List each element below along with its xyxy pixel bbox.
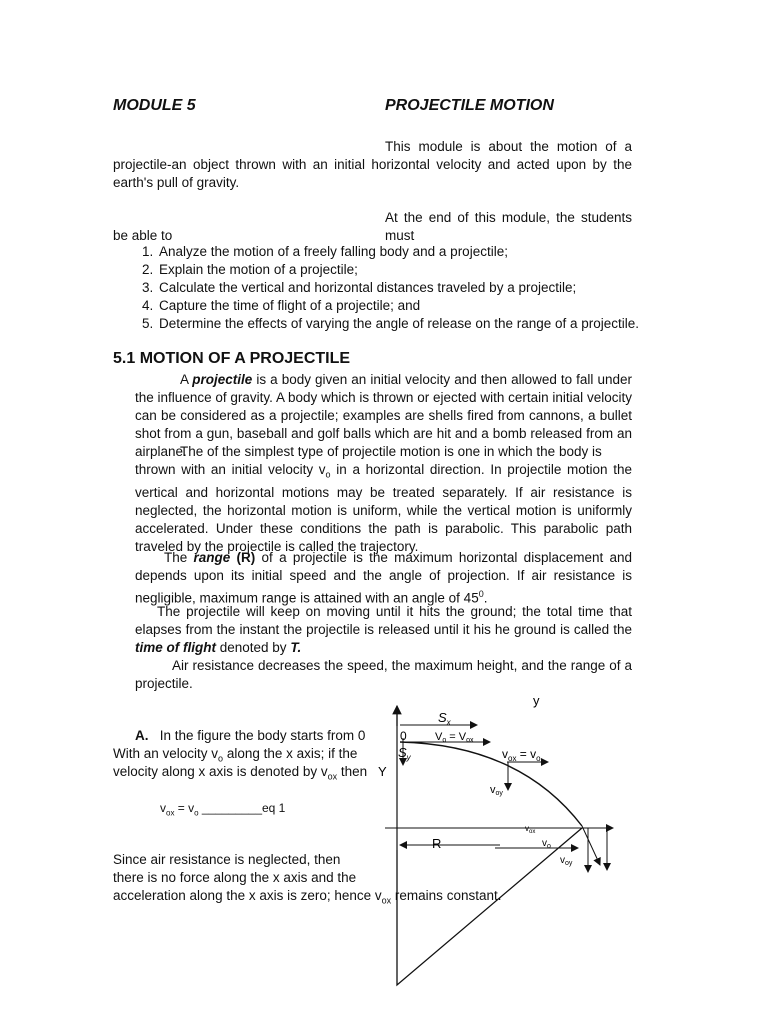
origin-label: 0 (400, 729, 407, 743)
intro-paragraph: projectile-an object thrown with an initial horizontal velocity and acted upon by the earth's pull of gravity. (113, 157, 632, 190)
part-a-line1: A. In the figure the body starts from 0 (135, 728, 366, 743)
range-label: R (432, 836, 442, 851)
objectives-lead: be able to (113, 228, 173, 243)
impact-vo-label: $v_o$ (542, 838, 551, 850)
impact-velocity-arrow (582, 826, 600, 865)
equation-1: $v_{ox} = v_o$ _________eq 1 (160, 801, 286, 818)
module-title: PROJECTILE MOTION (385, 97, 554, 114)
part-a-conclusion-2: there is no force along the x axis and the (113, 870, 357, 885)
y-label: Y (378, 764, 387, 779)
section-title: 5.1 MOTION OF A PROJECTILE (113, 350, 351, 367)
air-resistance-paragraph: Air resistance decreases the speed, the maximum height, and the range of a projectile. (135, 658, 632, 691)
objective-item: 1. Analyze the motion of a freely falling body and a projectile; (157, 243, 677, 261)
y-label-top: y (533, 693, 540, 708)
module-number: MODULE 5 (113, 97, 196, 114)
time-of-flight-paragraph: The projectile will keep on moving until it hits the ground; the total time that elapses from the instant the projectile is released until it his he ground is called the time of flight denoted by T. (135, 604, 632, 655)
projectile-definition: A projectile is a body given an initial velocity and then allowed to fall under the influence of gravity. A body which is thrown or ejected with certain initial velocity can be considered as a projectile; examples are shells fired from cannons, a bullet shot from a gun, baseball and golf balls which are hit and a bomb released from an airplane. (135, 372, 632, 459)
trajectory-first-line: The of the simplest type of projectile motion is one in which the body is (180, 444, 602, 459)
vo-vox-label: Vo = Vox (435, 731, 474, 744)
vox-vo-label: $v_{ox} = v_o$ (502, 747, 541, 763)
objective-item: 4. Capture the time of flight of a projectile; and (157, 297, 677, 315)
impact-voy-label: $v_{oy}$ (560, 855, 573, 867)
part-a-conclusion-3: acceleration along the x axis is zero; hence $v_{ox}$ remains constant. (113, 888, 502, 906)
sx-label: $S_x$ (438, 710, 451, 727)
range-paragraph: The range (R) of a projectile is the maximum horizontal displacement and depends upon its initial speed and the angle of projection. If air resistance is negligible, maximum range is attained with an angle of $45^0$. (135, 550, 633, 606)
voy-label: voy (490, 784, 503, 797)
part-a-conclusion-1: Since air resistance is neglected, then (113, 852, 341, 867)
trajectory-paragraph: thrown with an initial velocity $v_o$ in a horizontal direction. In projectile motion the vertical and horizontal motions may be treated separately. If air resistance is neglected, the horizontal motion is uniform, while the vertical motion is uniformly accelerated. Under these conditions the path is parabolic. This parabolic path traveled by the projectile is called the trajectory. (135, 462, 633, 554)
intro-first-line: This module is about the motion of a (385, 139, 632, 154)
objective-item: 2. Explain the motion of a projectile; (157, 261, 677, 279)
launch-triangle (397, 828, 582, 985)
sy-label: $S_y$ (398, 745, 411, 762)
part-a-line2: With an velocity $v_o$ along the x axis; if the (113, 746, 358, 764)
objective-item: 3. Calculate the vertical and horizontal distances traveled by a projectile; (157, 279, 677, 297)
part-a-line3: velocity along x axis is denoted by $v_{ox}$ then (113, 764, 368, 782)
impact-vox-label: $v_{ox}$ (525, 824, 536, 835)
objective-item: 5. Determine the effects of varying the angle of release on the range of a projectile. (157, 315, 677, 333)
objectives-intro: At the end of this module, the students must (385, 210, 632, 243)
